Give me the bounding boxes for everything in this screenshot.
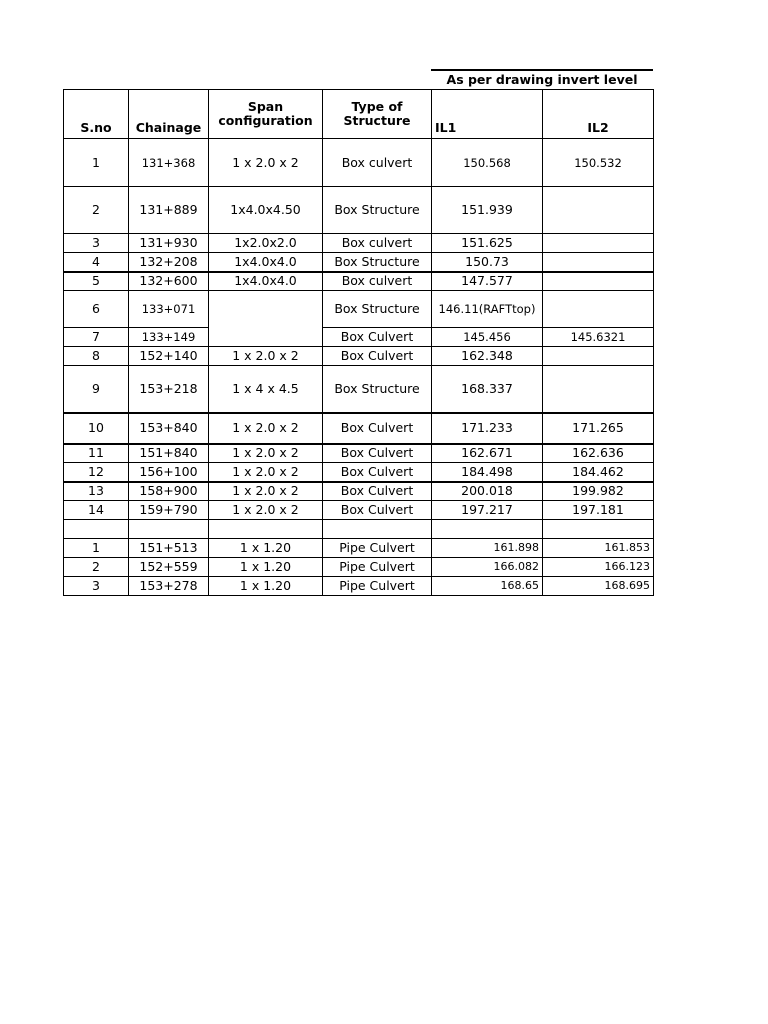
cell-type: Box Culvert: [323, 463, 432, 482]
blank-cell: [209, 520, 323, 539]
cell-type: Box Structure: [323, 187, 432, 234]
cell-sno: 2: [64, 558, 129, 577]
cell-chainage: 153+840: [129, 413, 209, 444]
cell-sno: 12: [64, 463, 129, 482]
cell-il2: 171.265: [543, 413, 654, 444]
cell-type: Box Culvert: [323, 482, 432, 501]
cell-il1: 184.498: [432, 463, 543, 482]
header-row: [64, 90, 654, 139]
cell-type: Box culvert: [323, 272, 432, 291]
cell-il1: 168.65: [432, 577, 543, 596]
table-row: [64, 187, 654, 234]
cell-sno: 7: [64, 328, 129, 347]
cell-il1: 147.577: [432, 272, 543, 291]
cell-il2: 166.123: [543, 558, 654, 577]
cell-type: Box Structure: [323, 291, 432, 328]
blank-cell: [64, 520, 129, 539]
cell-chainage: 152+140: [129, 347, 209, 366]
cell-chainage: 132+600: [129, 272, 209, 291]
cell-chainage: 132+208: [129, 253, 209, 272]
cell-type: Box Culvert: [323, 413, 432, 444]
cell-il1: 161.898: [432, 539, 543, 558]
cell-type: Pipe Culvert: [323, 558, 432, 577]
cell-il1: 146.11(RAFTtop): [432, 291, 543, 328]
cell-type: Pipe Culvert: [323, 539, 432, 558]
table-row: [64, 328, 654, 347]
cell-chainage: 133+071: [129, 291, 209, 328]
blank-cell: [323, 520, 432, 539]
cell-il2: [543, 187, 654, 234]
cell-span: [209, 291, 323, 328]
cell-type: Box Culvert: [323, 444, 432, 463]
cell-il2: [543, 291, 654, 328]
cell-il2: 199.982: [543, 482, 654, 501]
cell-sno: 6: [64, 291, 129, 328]
pipe-row: [64, 558, 654, 577]
cell-type: Box Structure: [323, 366, 432, 413]
cell-sno: 3: [64, 577, 129, 596]
cell-chainage: 152+559: [129, 558, 209, 577]
table-row: [64, 234, 654, 253]
table-row: [64, 482, 654, 501]
cell-il2: 162.636: [543, 444, 654, 463]
cell-type: Pipe Culvert: [323, 577, 432, 596]
header-span: Span configuration: [209, 90, 323, 139]
cell-il1: 166.082: [432, 558, 543, 577]
cell-sno: 4: [64, 253, 129, 272]
cell-chainage: 151+840: [129, 444, 209, 463]
cell-type: Box Structure: [323, 253, 432, 272]
structure-table: [63, 89, 654, 596]
header-type: Type of Structure: [323, 90, 432, 139]
pipe-row: [64, 539, 654, 558]
cell-chainage: 158+900: [129, 482, 209, 501]
cell-il2: [543, 272, 654, 291]
cell-il1: 171.233: [432, 413, 543, 444]
cell-type: Box culvert: [323, 139, 432, 187]
cell-span: 1x4.0x4.0: [209, 253, 323, 272]
cell-il2: 168.695: [543, 577, 654, 596]
cell-span: 1 x 1.20: [209, 577, 323, 596]
cell-chainage: 153+278: [129, 577, 209, 596]
cell-sno: 14: [64, 501, 129, 520]
cell-span: 1x2.0x2.0: [209, 234, 323, 253]
table-row: [64, 272, 654, 291]
cell-il2: 150.532: [543, 139, 654, 187]
pipe-row: [64, 577, 654, 596]
cell-chainage: 153+218: [129, 366, 209, 413]
cell-type: Box Culvert: [323, 328, 432, 347]
header-il2: IL2: [543, 90, 654, 139]
cell-sno: 1: [64, 139, 129, 187]
cell-type: Box culvert: [323, 234, 432, 253]
cell-sno: 8: [64, 347, 129, 366]
cell-il1: 168.337: [432, 366, 543, 413]
cell-sno: 5: [64, 272, 129, 291]
cell-il1: 150.73: [432, 253, 543, 272]
cell-il1: 200.018: [432, 482, 543, 501]
table-row: [64, 291, 654, 328]
cell-il2: [543, 234, 654, 253]
cell-chainage: 133+149: [129, 328, 209, 347]
cell-span: 1 x 2.0 x 2: [209, 444, 323, 463]
table-row: [64, 501, 654, 520]
cell-il1: 162.671: [432, 444, 543, 463]
table-row: [64, 413, 654, 444]
invert-level-group-header: As per drawing invert level: [431, 69, 653, 89]
header-chainage: Chainage: [129, 90, 209, 139]
cell-sno: 9: [64, 366, 129, 413]
cell-span: 1x4.0x4.50: [209, 187, 323, 234]
table-row: [64, 139, 654, 187]
blank-row: [64, 520, 654, 539]
table-row: [64, 253, 654, 272]
cell-span: 1 x 2.0 x 2: [209, 139, 323, 187]
cell-il1: 151.625: [432, 234, 543, 253]
cell-chainage: 151+513: [129, 539, 209, 558]
cell-chainage: 131+368: [129, 139, 209, 187]
cell-span: 1 x 2.0 x 2: [209, 413, 323, 444]
blank-cell: [129, 520, 209, 539]
cell-chainage: 131+889: [129, 187, 209, 234]
cell-il2: 161.853: [543, 539, 654, 558]
table-row: [64, 444, 654, 463]
header-il1: IL1: [432, 90, 543, 139]
table-row: [64, 366, 654, 413]
cell-il2: [543, 347, 654, 366]
cell-type: Box Culvert: [323, 347, 432, 366]
cell-span: [209, 328, 323, 347]
cell-sno: 11: [64, 444, 129, 463]
cell-type: Box Culvert: [323, 501, 432, 520]
cell-chainage: 156+100: [129, 463, 209, 482]
cell-sno: 1: [64, 539, 129, 558]
table-row: [64, 347, 654, 366]
cell-span: 1 x 1.20: [209, 558, 323, 577]
cell-il1: 145.456: [432, 328, 543, 347]
cell-span: 1 x 2.0 x 2: [209, 463, 323, 482]
cell-span: 1x4.0x4.0: [209, 272, 323, 291]
cell-span: 1 x 1.20: [209, 539, 323, 558]
cell-il2: [543, 253, 654, 272]
cell-chainage: 131+930: [129, 234, 209, 253]
table-row: [64, 463, 654, 482]
cell-sno: 3: [64, 234, 129, 253]
cell-il1: 150.568: [432, 139, 543, 187]
cell-il2: 184.462: [543, 463, 654, 482]
cell-il2: 197.181: [543, 501, 654, 520]
cell-sno: 10: [64, 413, 129, 444]
cell-span: 1 x 2.0 x 2: [209, 501, 323, 520]
cell-il1: 162.348: [432, 347, 543, 366]
cell-il2: [543, 366, 654, 413]
cell-chainage: 159+790: [129, 501, 209, 520]
cell-il1: 151.939: [432, 187, 543, 234]
cell-il1: 197.217: [432, 501, 543, 520]
cell-il2: 145.6321: [543, 328, 654, 347]
cell-span: 1 x 2.0 x 2: [209, 482, 323, 501]
cell-span: 1 x 2.0 x 2: [209, 347, 323, 366]
cell-sno: 13: [64, 482, 129, 501]
blank-cell: [543, 520, 654, 539]
blank-cell: [432, 520, 543, 539]
header-sno: S.no: [64, 90, 129, 139]
cell-sno: 2: [64, 187, 129, 234]
cell-span: 1 x 4 x 4.5: [209, 366, 323, 413]
